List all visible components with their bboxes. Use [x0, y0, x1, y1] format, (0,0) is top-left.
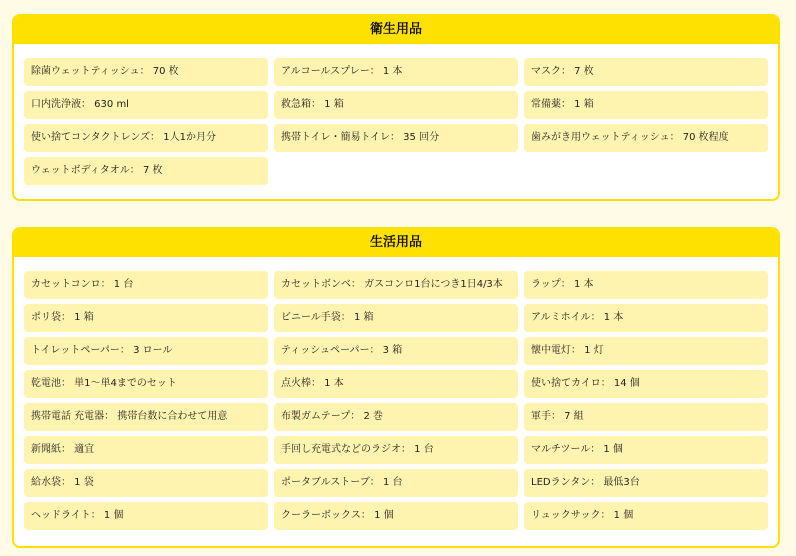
list-item: 軍手： 7 組	[524, 403, 768, 431]
list-item: 携帯電話 充電器： 携帯台数に合わせて用意	[24, 403, 268, 431]
list-item: 給水袋： 1 袋	[24, 469, 268, 497]
list-item: 使い捨てカイロ： 14 個	[524, 370, 768, 398]
list-item: 除菌ウェットティッシュ： 70 枚	[24, 58, 268, 86]
list-item: 乾電池： 単1〜単4までのセット	[24, 370, 268, 398]
item-grid	[14, 257, 778, 542]
list-item: ウェットボディタオル： 7 枚	[24, 157, 268, 185]
list-item: ティッシュペーパー： 3 箱	[274, 337, 518, 365]
list-item: 常備薬： 1 箱	[524, 91, 768, 119]
list-item: ラップ： 1 本	[524, 271, 768, 299]
list-item: アルミホイル： 1 本	[524, 304, 768, 332]
list-item: カセットボンベ： ガスコンロ1台につき1日4/3本	[274, 271, 518, 299]
list-item: リュックサック： 1 個	[524, 502, 768, 530]
list-item: アルコールスプレー： 1 本	[274, 58, 518, 86]
list-item: 携帯トイレ・簡易トイレ： 35 回分	[274, 124, 518, 152]
list-item: LEDランタン： 最低3台	[524, 469, 768, 497]
item-grid	[14, 44, 778, 197]
list-item: 新聞紙： 適宜	[24, 436, 268, 464]
list-item: ポータブルストーブ： 1 台	[274, 469, 518, 497]
list-item: 歯みがき用ウェットティッシュ： 70 枚程度	[524, 124, 768, 152]
list-item: トイレットペーパー： 3 ロール	[24, 337, 268, 365]
list-item: 口内洗浄液： 630 ml	[24, 91, 268, 119]
list-item: 手回し充電式などのラジオ： 1 台	[274, 436, 518, 464]
list-item: 使い捨てコンタクトレンズ： 1人1か月分	[24, 124, 268, 152]
list-item: ヘッドライト： 1 個	[24, 502, 268, 530]
list-item: 救急箱： 1 箱	[274, 91, 518, 119]
section-title: 衛生用品	[14, 16, 778, 44]
list-item: カセットコンロ： 1 台	[24, 271, 268, 299]
hygiene-section	[12, 14, 780, 201]
list-item: 点火棒： 1 本	[274, 370, 518, 398]
daily-goods-section	[12, 227, 780, 548]
list-item: 懐中電灯： 1 灯	[524, 337, 768, 365]
list-item: ポリ袋： 1 箱	[24, 304, 268, 332]
list-item: マスク： 7 枚	[524, 58, 768, 86]
list-item: マルチツール： 1 個	[524, 436, 768, 464]
section-title: 生活用品	[14, 229, 778, 257]
list-item: 布製ガムテープ： 2 巻	[274, 403, 518, 431]
list-item: ビニール手袋： 1 箱	[274, 304, 518, 332]
list-item: クーラーボックス： 1 個	[274, 502, 518, 530]
